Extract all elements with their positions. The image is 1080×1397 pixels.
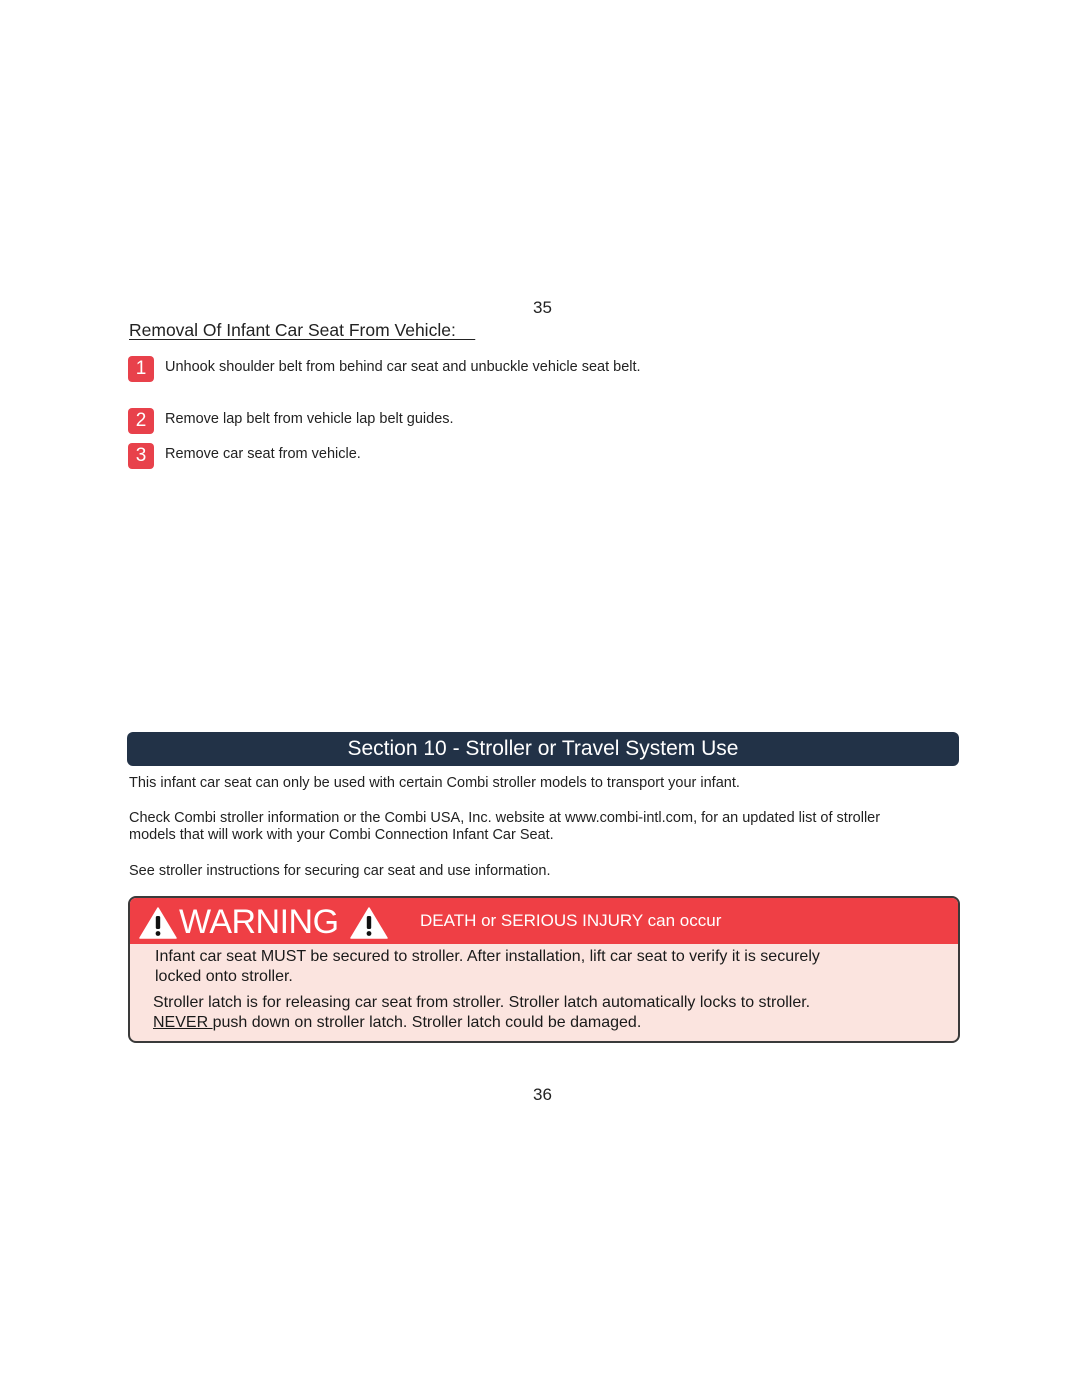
warning-never-emphasis: NEVER	[153, 1014, 213, 1031]
step-text: Unhook shoulder belt from behind car seat and unbuckle vehicle seat belt.	[165, 359, 641, 375]
warning-label: WARNING	[179, 903, 339, 941]
warning-text-2-start: Stroller latch is for releasing car seat from stroller. Stroller latch automatically locks to stroller.	[153, 994, 811, 1011]
section-paragraph: See stroller instructions for securing car seat and use information.	[129, 863, 551, 879]
section-paragraph: Check Combi stroller information or the Combi USA, Inc. website at www.combi-intl.com, for an updated list of stroller models that will work with your Combi Connection Infant Car Seat.	[129, 810, 881, 843]
warning-subtitle: DEATH or SERIOUS INJURY can occur	[420, 911, 722, 930]
step-number-badge: 2	[128, 408, 154, 434]
step-text: Remove lap belt from vehicle lap belt guides.	[165, 411, 454, 427]
warning-text-1: Infant car seat MUST be secured to stroller. After installation, lift car seat to verify it is securely locked onto stroller.	[155, 948, 820, 985]
step-text: Remove car seat from vehicle.	[165, 446, 361, 462]
section-banner: Section 10 - Stroller or Travel System Use	[127, 732, 959, 766]
section-paragraph: This infant car seat can only be used with certain Combi stroller models to transport your infant.	[129, 775, 740, 791]
removal-heading: Removal Of Infant Car Seat From Vehicle:	[129, 320, 476, 340]
step-number-badge: 1	[128, 356, 154, 382]
page-number-bottom: 36	[533, 1085, 552, 1104]
page-number-top: 35	[533, 298, 552, 317]
warning-triangle-icon	[350, 907, 388, 939]
step-number-badge: 3	[128, 443, 154, 469]
warning-text-2-end: push down on stroller latch. Stroller latch could be damaged.	[212, 1014, 642, 1031]
warning-text-2	[153, 993, 853, 1033]
warning-box	[128, 896, 960, 1043]
warning-triangle-icon	[139, 907, 177, 939]
warning-header	[130, 898, 958, 944]
